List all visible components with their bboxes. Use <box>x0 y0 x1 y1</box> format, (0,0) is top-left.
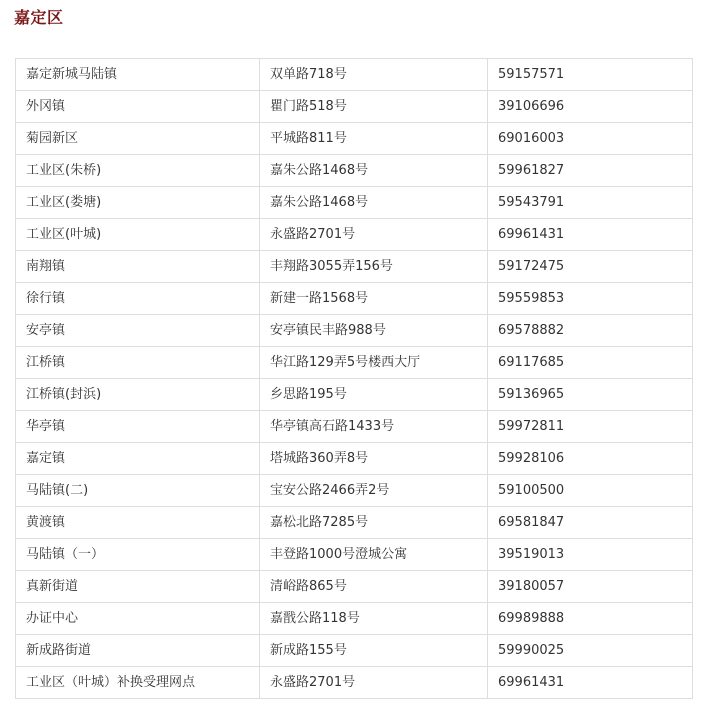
table-row <box>16 539 693 571</box>
office-address-cell: 华江路129弄5号楼西大厅 <box>260 347 488 379</box>
office-address-cell: 塔城路360弄8号 <box>260 443 488 475</box>
office-phone-cell: 69578882 <box>488 315 693 347</box>
table-row <box>16 379 693 411</box>
office-address-cell: 嘉朱公路1468号 <box>260 187 488 219</box>
office-phone-cell: 59559853 <box>488 283 693 315</box>
office-name-cell: 菊园新区 <box>16 123 260 155</box>
office-address-cell: 清峪路865号 <box>260 571 488 603</box>
district-heading: 嘉定区 <box>14 8 64 27</box>
office-phone-cell: 69117685 <box>488 347 693 379</box>
office-phone-cell: 69961431 <box>488 667 693 699</box>
office-address-cell: 丰翔路3055弄156号 <box>260 251 488 283</box>
office-address-cell: 安亭镇民丰路988号 <box>260 315 488 347</box>
table-row <box>16 475 693 507</box>
office-phone-cell: 69989888 <box>488 603 693 635</box>
office-address-cell: 双单路718号 <box>260 59 488 91</box>
office-phone-cell: 39519013 <box>488 539 693 571</box>
office-name-cell: 工业区(叶城) <box>16 219 260 251</box>
office-name-cell: 真新街道 <box>16 571 260 603</box>
table-row <box>16 667 693 699</box>
office-name-cell: 马陆镇（一） <box>16 539 260 571</box>
table-row <box>16 155 693 187</box>
office-name-cell: 办证中心 <box>16 603 260 635</box>
office-phone-cell: 69016003 <box>488 123 693 155</box>
office-address-cell: 乡思路195号 <box>260 379 488 411</box>
table-row <box>16 571 693 603</box>
office-name-cell: 南翔镇 <box>16 251 260 283</box>
office-address-cell: 嘉松北路7285号 <box>260 507 488 539</box>
office-table-body <box>16 59 693 699</box>
table-row <box>16 443 693 475</box>
table-row <box>16 603 693 635</box>
office-phone-cell: 69961431 <box>488 219 693 251</box>
office-table <box>15 58 693 699</box>
office-name-cell: 嘉定镇 <box>16 443 260 475</box>
office-phone-cell: 69581847 <box>488 507 693 539</box>
office-address-cell: 嘉戬公路118号 <box>260 603 488 635</box>
table-row <box>16 91 693 123</box>
office-name-cell: 黄渡镇 <box>16 507 260 539</box>
table-row <box>16 635 693 667</box>
office-phone-cell: 59928106 <box>488 443 693 475</box>
office-name-cell: 安亭镇 <box>16 315 260 347</box>
office-name-cell: 华亭镇 <box>16 411 260 443</box>
office-phone-cell: 59990025 <box>488 635 693 667</box>
office-name-cell: 马陆镇(二) <box>16 475 260 507</box>
office-phone-cell: 59961827 <box>488 155 693 187</box>
office-address-cell: 永盛路2701号 <box>260 667 488 699</box>
office-name-cell: 徐行镇 <box>16 283 260 315</box>
office-name-cell: 新成路街道 <box>16 635 260 667</box>
office-address-cell: 嘉朱公路1468号 <box>260 155 488 187</box>
office-address-cell: 平城路811号 <box>260 123 488 155</box>
office-address-cell: 瞿门路518号 <box>260 91 488 123</box>
office-phone-cell: 59136965 <box>488 379 693 411</box>
office-name-cell: 江桥镇 <box>16 347 260 379</box>
table-row <box>16 219 693 251</box>
table-row <box>16 507 693 539</box>
table-row <box>16 59 693 91</box>
office-address-cell: 永盛路2701号 <box>260 219 488 251</box>
office-address-cell: 华亭镇高石路1433号 <box>260 411 488 443</box>
office-address-cell: 新建一路1568号 <box>260 283 488 315</box>
office-name-cell: 江桥镇(封浜) <box>16 379 260 411</box>
office-phone-cell: 59100500 <box>488 475 693 507</box>
office-phone-cell: 39106696 <box>488 91 693 123</box>
office-phone-cell: 59157571 <box>488 59 693 91</box>
table-row <box>16 187 693 219</box>
office-phone-cell: 59172475 <box>488 251 693 283</box>
office-name-cell: 外冈镇 <box>16 91 260 123</box>
table-row <box>16 251 693 283</box>
office-address-cell: 新成路155号 <box>260 635 488 667</box>
office-address-cell: 丰登路1000号澄城公寓 <box>260 539 488 571</box>
table-row <box>16 315 693 347</box>
office-address-cell: 宝安公路2466弄2号 <box>260 475 488 507</box>
office-name-cell: 嘉定新城马陆镇 <box>16 59 260 91</box>
office-phone-cell: 59543791 <box>488 187 693 219</box>
table-row <box>16 411 693 443</box>
table-row <box>16 347 693 379</box>
office-phone-cell: 59972811 <box>488 411 693 443</box>
table-row <box>16 283 693 315</box>
office-phone-cell: 39180057 <box>488 571 693 603</box>
office-name-cell: 工业区(娄塘) <box>16 187 260 219</box>
office-name-cell: 工业区(朱桥) <box>16 155 260 187</box>
table-row <box>16 123 693 155</box>
office-name-cell: 工业区（叶城）补换受理网点 <box>16 667 260 699</box>
